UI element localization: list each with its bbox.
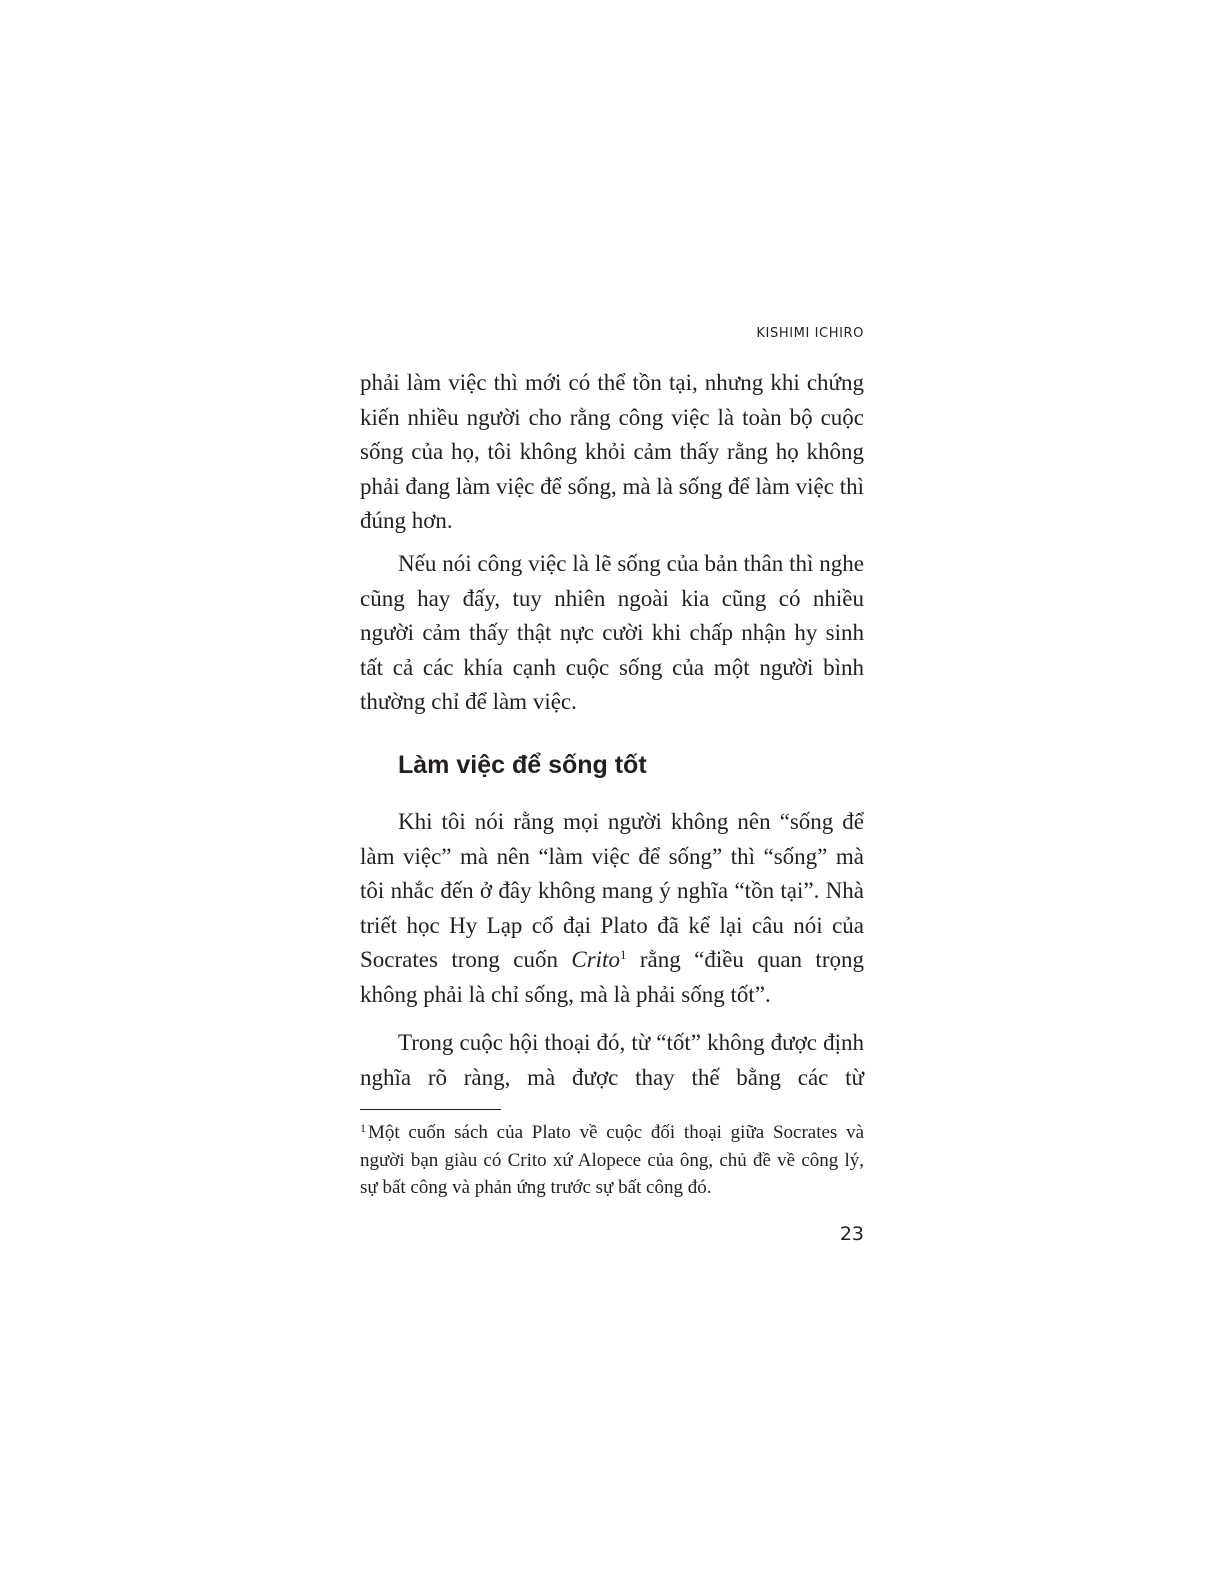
- body-paragraph-4: Trong cuộc hội thoại đó, từ “tốt” không được định nghĩa rõ ràng, mà được thay thế bằng các từ: [360, 1030, 864, 1090]
- footnote: [360, 1119, 864, 1202]
- book-title: Crito: [571, 947, 620, 973]
- paragraph-3-text-before: Khi tôi nói rằng mọi người không nên “sống để làm việc” mà nên “làm việc để sống” thì “sống” mà tôi nhắc đến ở đây không mang ý nghĩa “tồn tại”. Nhà triết học Hy Lạp cổ đại Plato đã kể lại câu nói của Socrates trong cuốn: [360, 809, 864, 973]
- footnote-marker: 1: [360, 1121, 366, 1135]
- footnote-text: Một cuốn sách của Plato về cuộc đối thoại giữa Socrates và người bạn giàu có Crito xứ Alopece của ông, chủ đề về công lý, sự bất công và phản ứng trước sự bất công đó.: [360, 1122, 864, 1198]
- section-heading: Làm việc để sống tốt: [398, 751, 647, 779]
- footnote-reference: 1: [619, 947, 627, 963]
- body-paragraph-1: phải làm việc thì mới có thể tồn tại, nhưng khi chứng kiến nhiều người cho rằng công việc là toàn bộ cuộc sống của họ, tôi không khỏi cảm thấy rằng họ không phải đang làm việc để sống, mà là sống để làm việc thì đúng hơn.: [360, 370, 864, 534]
- body-paragraph-3: [360, 805, 864, 1013]
- body-paragraph-2: Nếu nói công việc là lẽ sống của bản thân thì nghe cũng hay đấy, tuy nhiên ngoài kia cũng có nhiều người cảm thấy thật nực cười khi chấp nhận hy sinh tất cả các khía cạnh cuộc sống của một người bình thường chỉ để làm việc.: [360, 551, 864, 715]
- running-head: KISHIMI ICHIRO: [756, 326, 864, 341]
- footnote-divider: [360, 1109, 501, 1110]
- paragraph-3-text-after: rằng “điều quan trọng không phải là chỉ sống, mà là phải sống tốt”.: [360, 947, 864, 1007]
- page-number: 23: [839, 1223, 864, 1245]
